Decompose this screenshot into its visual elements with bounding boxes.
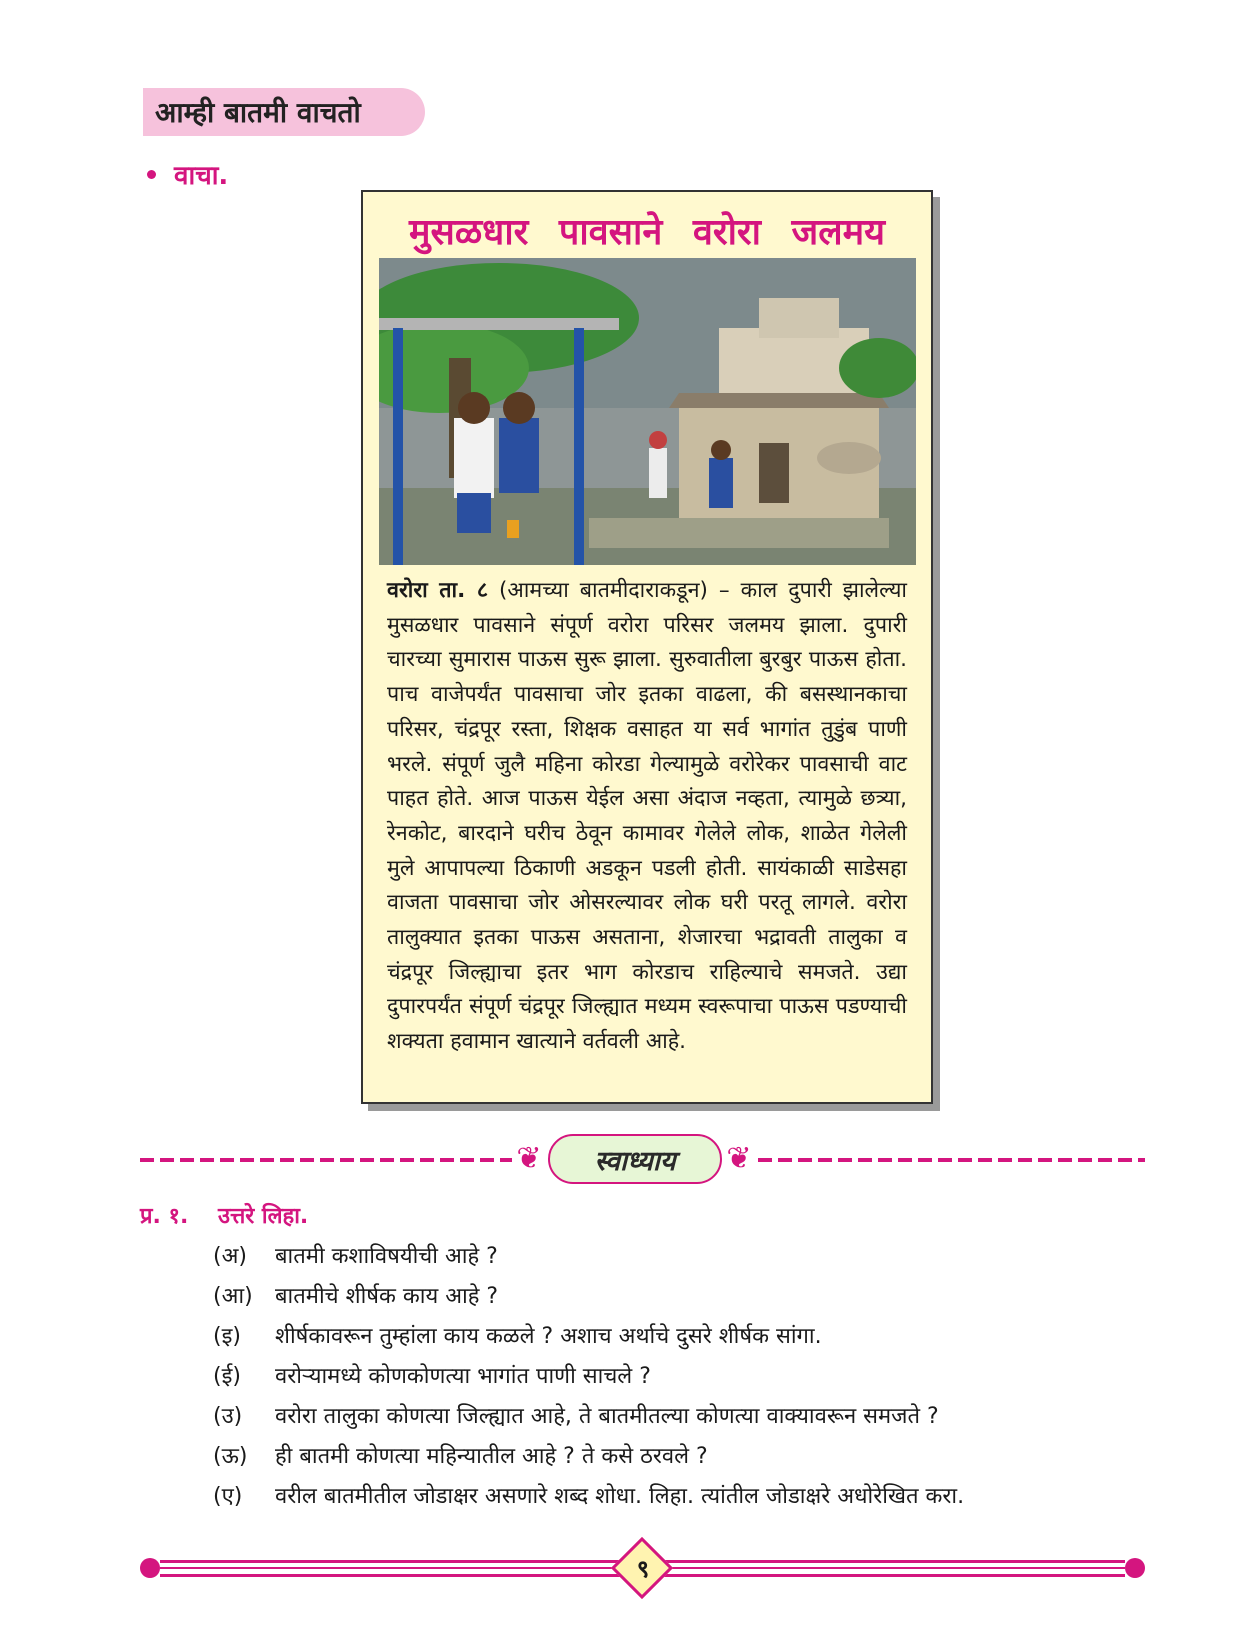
list-item [213,1315,964,1355]
rain-illustration [379,258,916,565]
list-item [213,1395,964,1435]
rain-scene-image [379,258,916,565]
exercise-divider [140,1132,1145,1188]
footer-dot-icon [140,1558,160,1578]
page-number: ९ [636,1554,650,1583]
question-list [213,1235,964,1515]
list-item [213,1435,964,1475]
item-marker: (ए) [213,1484,243,1509]
flourish-right-icon: ❦ [726,1141,752,1176]
bullet-icon [147,170,156,179]
exercise-label: स्वाध्याय [548,1134,722,1184]
news-body [387,574,907,1060]
item-text: वरोरा तालुका कोणत्या जिल्ह्यात आहे, ते बातमीतल्या कोणत्या वाक्यावरून समजते ? [275,1404,939,1429]
divider-dash-left [140,1158,512,1162]
item-text: बातमी कशाविषयीची आहे ? [275,1244,498,1269]
item-text: बातमीचे शीर्षक काय आहे ? [275,1284,499,1309]
list-item [213,1475,964,1515]
flourish-left-icon: ❦ [516,1141,542,1176]
news-headline: मुसळधार पावसाने वरोरा जलमय [408,212,886,253]
list-item [213,1275,964,1315]
instruction-text: वाचा. [174,161,229,191]
read-instruction [147,156,228,192]
question-header [140,1200,308,1230]
news-dateline: वरोरा ता. ८ [387,578,489,603]
question-title: उत्तरे लिहा. [218,1204,309,1229]
item-marker: (ऊ) [213,1444,248,1469]
question-number: प्र. १. [140,1204,189,1229]
item-text: वरील बातमीतील जोडाक्षर असणारे शब्द शोधा. लिहा. त्यांतील जोडाक्षरे अधोरेखित करा. [275,1484,965,1509]
item-marker: (ई) [213,1364,241,1389]
item-marker: (अ) [213,1244,247,1269]
news-text: (आमच्या बातमीदाराकडून) – काल दुपारी झालेल्या मुसळधार पावसाने संपूर्ण वरोरा परिसर जलमय झाला. दुपारी चारच्या सुमारास पाऊस सुरू झाला. सुरुवातीला बुरबुर पाऊस होता. पाच वाजेपर्यंत पावसाचा जोर इतका वाढला, की बसस्थानकाचा परिसर, चंद्रपूर रस्ता, शिक्षक वसाहत या सर्व भागांत तुडुंब पाणी भरले. संपूर्ण जुलै महिना कोरडा गेल्यामुळे वरोरेकर पावसाची वाट पाहत होते. आज पाऊस येईल असा अंदाज नव्हता, त्यामुळे छत्र्या, रेनकोट, बारदाने घरीच ठेवून कामावर गेलेले लोक, शाळेत गेलेली मुले आपापल्या ठिकाणी अडकून पडली होती. सायंकाळी साडेसहा वाजता पावसाचा जोर ओसरल्यावर लोक घरी परतू लागले. वरोरा तालुक्यात इतका पाऊस असताना, शेजारचा भद्रावती तालुका व चंद्रपूर जिल्ह्याचा इतर भाग कोरडाच राहिल्याचे समजते. उद्या दुपारपर्यंत संपूर्ण चंद्रपूर जिल्ह्यात मध्यम स्वरूपाचा पाऊस पडण्याची शक्यता हवामान खात्याने वर्तवली आहे. [387,578,907,1055]
item-text: शीर्षकावरून तुम्हांला काय कळले ? अशाच अर्थाचे दुसरे शीर्षक सांगा. [275,1324,822,1349]
section-heading: आम्ही बातमी वाचतो [143,88,425,136]
divider-dash-right [758,1158,1145,1162]
footer-dot-icon [1125,1558,1145,1578]
list-item [213,1235,964,1275]
news-article [361,190,933,1104]
list-item [213,1355,964,1395]
item-marker: (उ) [213,1404,243,1429]
page-footer [140,1538,1145,1598]
item-marker: (आ) [213,1284,253,1309]
item-text: वरोऱ्यामध्ये कोणकोणत्या भागांत पाणी साचले ? [275,1364,651,1389]
item-text: ही बातमी कोणत्या महिन्यातील आहे ? ते कसे ठरवले ? [275,1444,708,1469]
item-marker: (इ) [213,1324,241,1349]
